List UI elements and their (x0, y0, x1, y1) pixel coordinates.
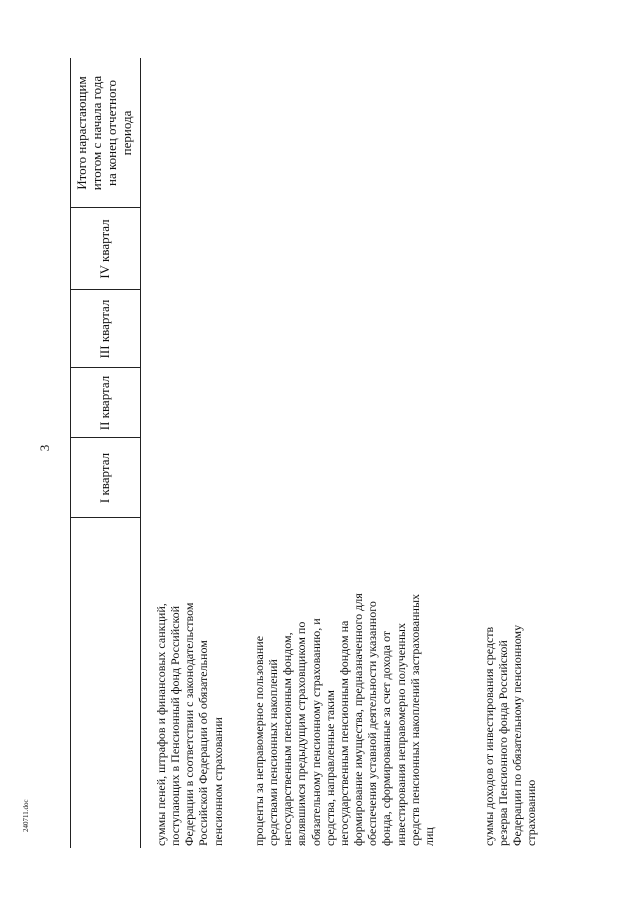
row-text-line: резерва Пенсионного фонда Российской (496, 640, 511, 846)
row-text-line: проценты за неправомерное пользование (252, 635, 266, 846)
row-text-line: обязательному пенсионному страхованию, и (308, 618, 323, 846)
header-total-line: на конец отчетного (104, 79, 119, 187)
header-total (70, 58, 140, 208)
row-text-line: являвшимся предыдущим страховщиком по (294, 621, 309, 846)
row-text-line: формирование имущества, предназначенного для (351, 593, 366, 846)
row-text-line: инвестирования неправомерно полученных (393, 623, 408, 846)
row-text-line: фонда, сформированные за счет дохода от (379, 630, 394, 846)
row-text-line: поступающих в Пенсионный фонд Российской (168, 605, 183, 846)
footer-file-name: 240711.doc (22, 799, 30, 832)
row-text-line: Российской Федерации об обязательном (196, 640, 211, 846)
page-number: 3 (37, 444, 52, 452)
row-text-line: средства, направленные таким (322, 690, 337, 846)
header-q1 (70, 438, 140, 518)
rotated-table-block (70, 58, 550, 848)
header-total-line: Итого нарастающим (74, 76, 90, 190)
header-q3-label: III квартал (96, 299, 112, 359)
row-text-line: негосударственным пенсионным фондом на (336, 620, 351, 846)
row-text-line: страхованию (524, 779, 539, 846)
header-q4 (70, 208, 140, 290)
header-q1-label: I квартал (96, 452, 112, 504)
row-text-line: средствами пенсионных накоплений (266, 659, 281, 846)
row-text-line: обеспечения уставной деятельности указанного (365, 601, 380, 846)
row-text-line: суммы доходов от инвестирования средств (482, 626, 496, 846)
header-total-line: итогом с начала года (89, 75, 105, 191)
table-row-interest (252, 546, 436, 846)
row-text-line: негосударственным пенсионным фондом, (280, 632, 295, 846)
header-q3 (70, 290, 140, 368)
header-q4-label: IV квартал (96, 219, 112, 279)
table-row-penalties (154, 546, 225, 846)
header-total-line: периода (118, 110, 134, 156)
income-table (70, 58, 550, 848)
row-text-line: Федерации по обязательному пенсионному (510, 624, 525, 846)
row-text-line: суммы пеней, штрафов и финансовых санкций, (154, 603, 168, 846)
header-q2 (70, 368, 140, 438)
table-row-investment-income (482, 546, 539, 846)
row-text-line: средств пенсионных накоплений застрахованных (407, 593, 422, 846)
header-bottom-border (140, 58, 141, 848)
row-text-line: пенсионном страховании (210, 717, 225, 846)
header-q2-label: II квартал (96, 375, 112, 431)
row-text-line: Федерации в соответствии с законодательством (182, 602, 197, 846)
row-text-line: лиц (421, 827, 436, 846)
